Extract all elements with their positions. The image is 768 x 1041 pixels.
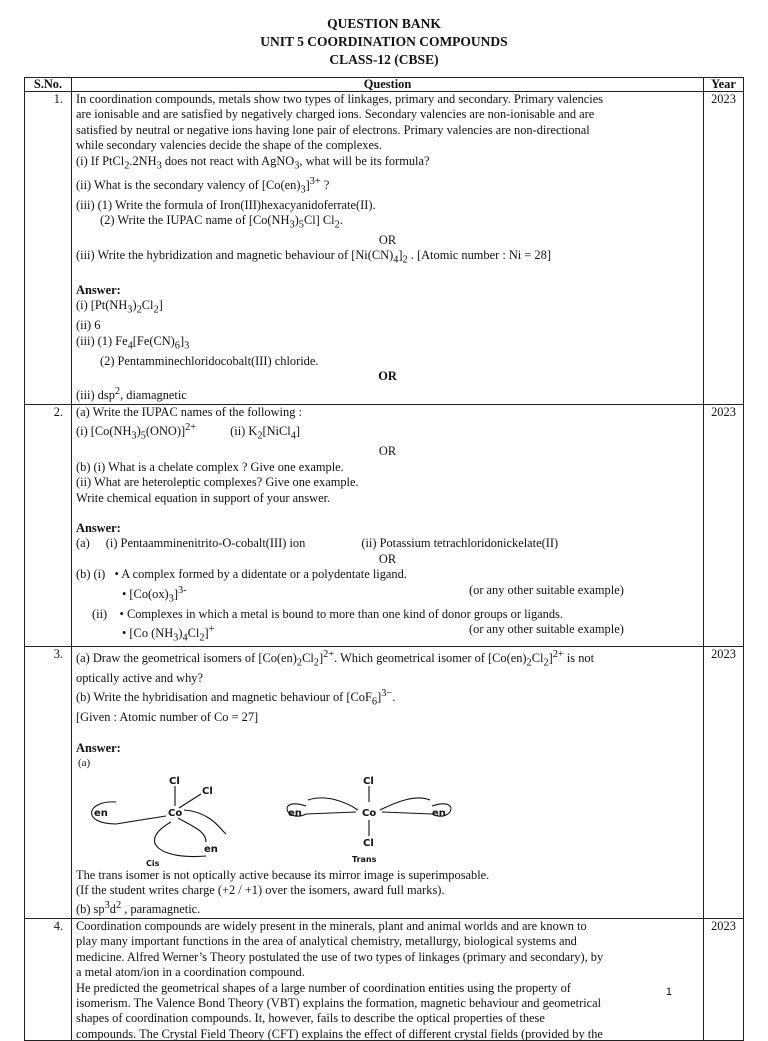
q4-line: isomerism. The Valence Bond Theory (VBT) explains the formation, magnetic behaviour and geometrical (76, 996, 602, 1011)
sno-cell: 2. (25, 404, 72, 646)
q2-answer-b-i: (b) (i) • A complex formed by a didentate or a polydentate ligand. (76, 567, 407, 582)
q3-answer-a-label: (a) (78, 757, 91, 770)
table-row-q1 (25, 92, 744, 405)
q1-answer-iii-2: (2) Pentamminechloridocobalt(III) chloride. (100, 353, 319, 368)
isomer-diagram (76, 772, 699, 868)
q4-line: shapes of coordination compounds. It, however, fails to describe the optical properties of these (76, 1011, 545, 1026)
or-separator: OR (378, 551, 397, 566)
q1-answer-iii-alt: (iii) dsp$^2$, diamagnetic (76, 386, 187, 403)
col-header-year: Year (704, 78, 744, 92)
q1-intro-line: In coordination compounds, metals show two types of linkages, primary and secondary. Primary valencies (76, 92, 604, 106)
cis-en-loop-right (184, 810, 226, 834)
q2-answer-a: (a) (i) Pentaamminenitrito-O-cobalt(III) ion (ii) Potassium tetrachloridonickelate(II) (76, 536, 559, 551)
q1-intro-line: satisfied by neutral or negative ions having lone pair of electrons. Primary valencies are non-directional (76, 122, 590, 137)
trans-co-label: Co (362, 807, 377, 819)
year-cell: 2023 (704, 404, 744, 646)
q1-intro-line: are ionisable and are satisfied by negatively charged ions. Secondary valencies are non-ionisable and are (76, 107, 595, 122)
q4-line: He predicted the geometrical shapes of a large number of coordination entities using the property of (76, 980, 571, 995)
q2-part-b-iii: Write chemical equation in support of your answer. (76, 490, 331, 505)
q4-line: Coordination compounds are widely present in the minerals, plant and animal worlds and are known to (76, 919, 587, 933)
sno-cell: 4. (25, 919, 72, 1041)
cis-caption: Cis (146, 858, 160, 868)
year-cell: 2023 (704, 92, 744, 405)
trans-cl-label-top: Cl (363, 775, 374, 787)
answer-label: Answer: (76, 521, 121, 535)
q4-line: a metal atom/ion in a coordination compound. (76, 965, 305, 980)
page-number: 1 (665, 986, 672, 998)
sno-cell: 3. (25, 647, 72, 919)
trans-en-label-right: en (432, 807, 446, 819)
table-row-q3 (25, 647, 744, 919)
trans-en-loop-left-b (308, 798, 358, 810)
q1-part-iii-1: (iii) (1) Write the formula of Iron(III)hexacyanidoferrate(II). (76, 197, 376, 212)
or-separator: OR (378, 369, 397, 384)
q3-answer-line: The trans isomer is not optically active because its mirror image is superimposable. (76, 867, 490, 882)
col-header-sno: S.No. (25, 78, 72, 92)
trans-en-label-left: en (288, 807, 302, 819)
table-row-q4 (25, 919, 744, 1041)
q3-answer-line: (If the student writes charge (+2 / +1) over the isomers, award full marks). (76, 883, 445, 898)
q4-line: compounds. The Crystal Field Theory (CFT) explains the effect of different crystal fields (provided by the (76, 1026, 603, 1040)
trans-cl-label-bottom: Cl (363, 837, 374, 849)
q1-part-iii-2: (2) Write the IUPAC name of $[Co(NH_3)_5Cl]$ $Cl_2$. (100, 212, 343, 231)
trans-en-loop-right-b (380, 798, 430, 810)
question-cell (72, 404, 704, 646)
q1-answer-ii: (ii) 6 (76, 318, 101, 333)
q1-answer-iii-1: (iii) (1) $Fe_4[Fe(CN)_6]_3$ (76, 333, 190, 352)
year-cell: 2023 (704, 647, 744, 919)
cis-cl-bond-right (179, 794, 201, 808)
doc-class: CLASS-12 (CBSE) (329, 52, 439, 67)
col-header-question: Question (72, 78, 704, 92)
answer-label: Answer: (76, 283, 121, 298)
q1-part-i: (i) If $PtCl_2.2NH_3$ does not react with AgNO$_3$, what will be its formula? (76, 153, 430, 172)
or-separator: OR (378, 232, 397, 247)
sno-cell: 1. (25, 92, 72, 405)
question-table (24, 77, 744, 1041)
q4-line: medicine. Alfred Werner’s Theory postulated the use of two types of linkages (primary and secondary), by (76, 949, 604, 964)
question-cell (72, 647, 704, 919)
cis-cl-label-top: Cl (169, 775, 180, 787)
question-cell (72, 919, 704, 1041)
cis-en-loop-down-b (155, 822, 206, 857)
or-separator: OR (378, 444, 397, 459)
cis-cl-label-right: Cl (202, 785, 213, 797)
q2-part-b-ii: (ii) What are heteroleptic complexes? Give one example. (76, 475, 359, 490)
q3-part-b: (b) Write the hybridisation and magnetic behaviour of $[CoF_6]^{3-}$. (76, 688, 396, 709)
year-cell: 2023 (704, 919, 744, 1041)
q4-line: play many important functions in the area of analytical chemistry, metallurgy, biological systems and (76, 934, 577, 949)
q2-answer-b-i-example: • $[Co(ox)_3]^{3-}$ (or any other suitable example) (122, 582, 624, 605)
doc-title: QUESTION BANK (327, 16, 441, 31)
cis-trans-isomers-figure (76, 772, 496, 868)
cis-en-loop-down (178, 818, 206, 842)
q3-answer-b: (b) $sp^3d^2$ , paramagnetic. (76, 900, 201, 917)
q1-intro-line: while secondary valencies decide the shape of the complexes. (76, 138, 382, 153)
q3-given: [Given : Atomic number of Co = 27] (76, 710, 259, 725)
q2-part-b-i: (b) (i) What is a chelate complex ? Give one example. (76, 459, 344, 474)
q3-part-a-cont: optically active and why? (76, 671, 203, 686)
cis-co-label: Co (168, 807, 183, 819)
q2-part-a: (a) Write the IUPAC names of the following : (76, 404, 302, 419)
q1-part-iii-alt: (iii) Write the hybridization and magnetic behaviour of $[Ni(CN)_4]_2$ . [Atomic number : Ni = 28] (76, 248, 551, 266)
q1-answer-i: (i) $[Pt(NH_3)_2Cl_2]$ (76, 298, 163, 316)
question-cell (72, 92, 704, 405)
q1-part-ii: (ii) What is the secondary valency of $[Co(en)_3]^{3+}$ ? (76, 175, 330, 196)
table-header-row (25, 78, 744, 92)
cis-en-label-left: en (94, 807, 108, 819)
q2-answer-b-ii-example: • [Co $(NH_3)_4Cl_2]^+$ (or any other suitable example) (122, 622, 624, 644)
doc-unit-title: UNIT 5 COORDINATION COMPOUNDS (260, 34, 508, 49)
answer-label: Answer: (76, 740, 121, 755)
cis-en-label-bottom: en (204, 843, 218, 855)
q3-part-a: (a) Draw the geometrical isomers of $[Co(en)_2Cl_2]^{2+}$. Which geometrical isomer of $[Co(en)_2Cl_2]^{2+}$ is not (76, 649, 595, 669)
q2-answer-b-ii: (ii) • Complexes in which a metal is bound to more than one kind of donor groups or ligands. (92, 606, 563, 621)
trans-caption: Trans (352, 854, 377, 864)
q2-part-a-compounds: (i) $[Co(NH_3)_5(ONO)]^{2+}$ (ii) $K_2[NiCl_4]$ (76, 422, 301, 442)
table-row-q2 (25, 404, 744, 646)
